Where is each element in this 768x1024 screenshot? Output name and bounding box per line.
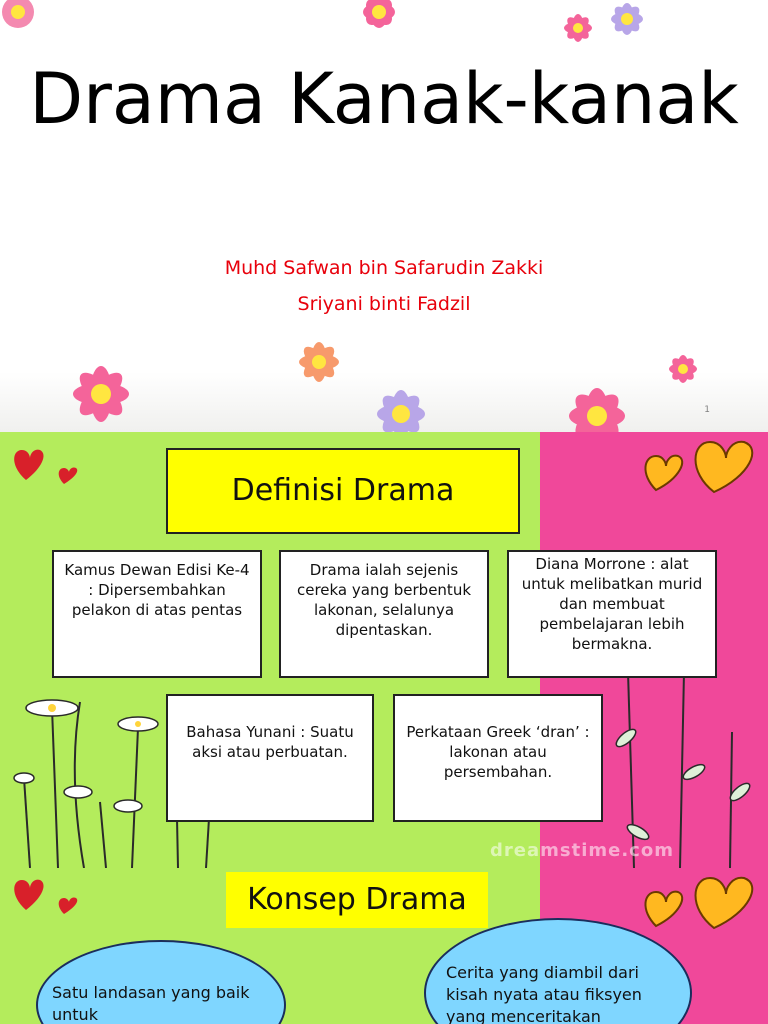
heart-icon bbox=[8, 440, 88, 490]
flower-icon bbox=[292, 338, 346, 386]
definition-box: Perkataan Greek ‘dran’ : lakonan atau persembahan. bbox=[393, 694, 603, 822]
flower-stems-icon bbox=[598, 672, 768, 868]
flower-icon bbox=[344, 0, 414, 42]
definition-box: Kamus Dewan Edisi Ke-4 : Dipersembahkan pelakon di atas pentas bbox=[52, 550, 262, 678]
concept-cloud: Satu landasan yang baik untuk bbox=[36, 940, 286, 1024]
flower-icon bbox=[0, 0, 40, 34]
heart-icon bbox=[636, 868, 768, 942]
watermark: dreamstime.com bbox=[490, 840, 674, 861]
heart-icon bbox=[636, 432, 768, 506]
flower-icon bbox=[558, 10, 598, 46]
flower-icon bbox=[604, 0, 650, 40]
slide-title: Drama Kanak-kanak bbox=[29, 58, 739, 140]
definition-box: Diana Morrone : alat untuk melibatkan murid dan membuat pembelajaran lebih bermakna. bbox=[507, 550, 717, 678]
definition-slide bbox=[0, 432, 768, 868]
definition-box: Bahasa Yunani : Suatu aksi atau perbuatan. bbox=[166, 694, 374, 822]
section-title: Definisi Drama bbox=[166, 448, 520, 534]
title-slide bbox=[0, 0, 768, 432]
definition-box: Drama ialah sejenis cereka yang berbentuk lakonan, selalunya dipentaskan. bbox=[279, 550, 489, 678]
concept-cloud: Cerita yang diambil dari kisah nyata atau fiksyen yang menceritakan bbox=[424, 918, 692, 1024]
page-number: 1 bbox=[704, 405, 710, 415]
concept-slide bbox=[0, 868, 768, 1024]
heart-icon bbox=[8, 870, 88, 920]
flower-icon bbox=[664, 352, 702, 386]
author-2: Sriyani binti Fadzil bbox=[297, 293, 471, 315]
flower-icon bbox=[64, 362, 138, 426]
author-1: Muhd Safwan bin Safarudin Zakki bbox=[224, 257, 544, 279]
flower-icon bbox=[556, 386, 638, 432]
section-title: Konsep Drama bbox=[226, 872, 488, 928]
flower-icon bbox=[366, 386, 436, 432]
